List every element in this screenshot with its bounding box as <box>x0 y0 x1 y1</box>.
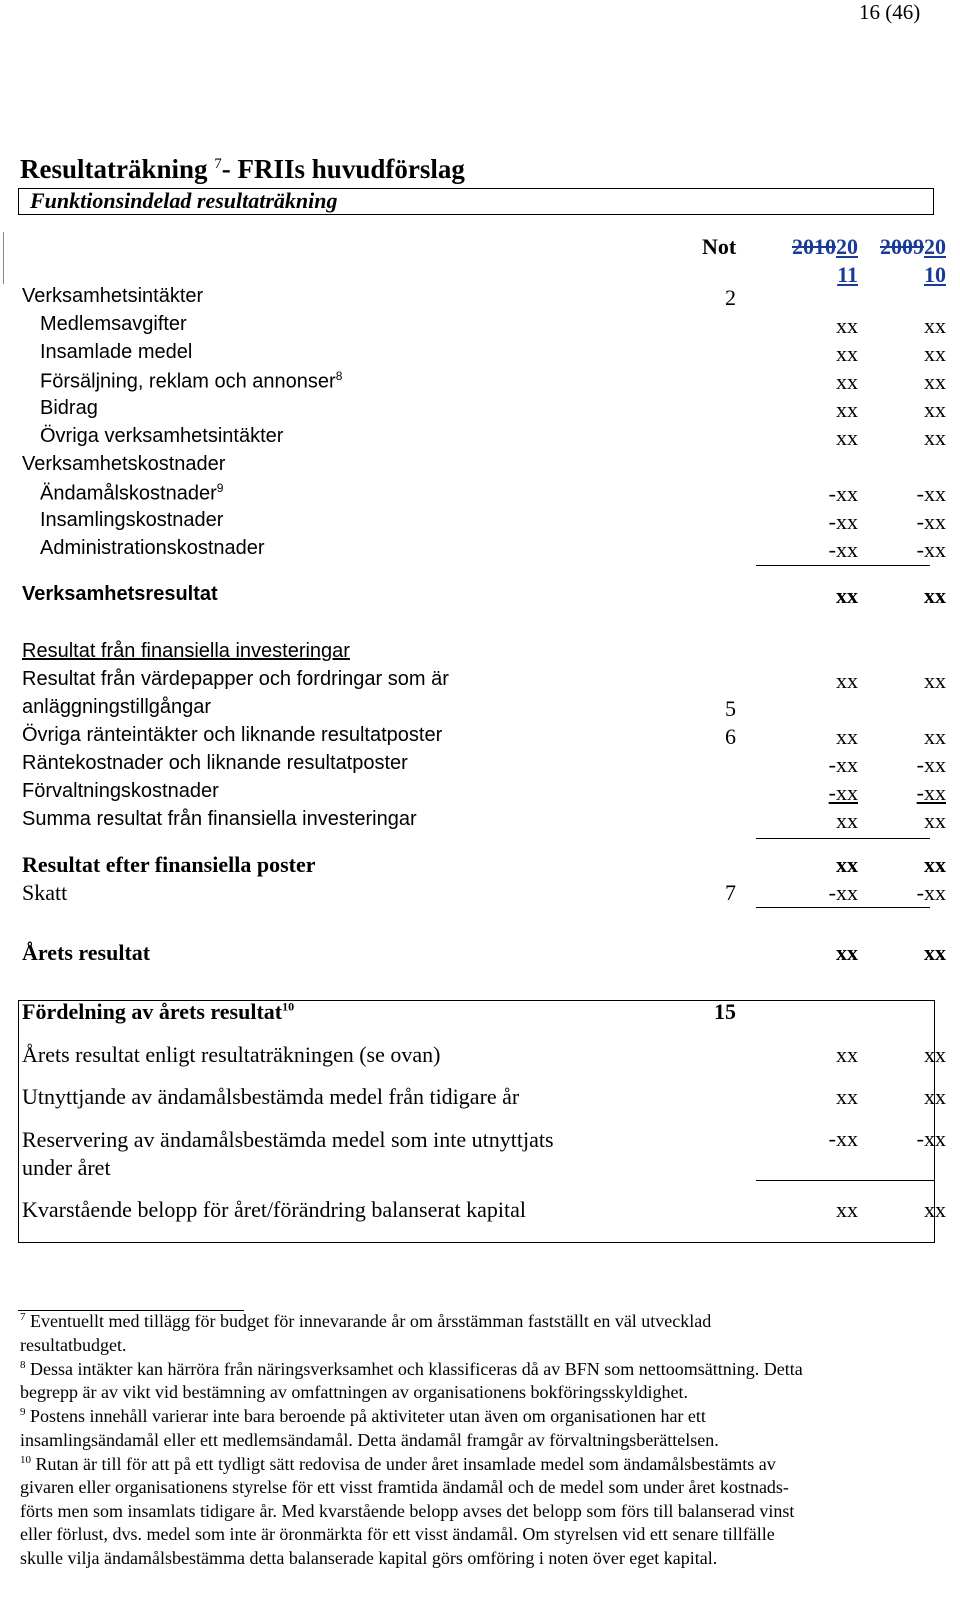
statement-label <box>22 453 225 476</box>
footnote-number: 7 <box>20 1311 26 1323</box>
statement-row <box>0 285 960 313</box>
statement-value-2: xx <box>924 724 946 749</box>
footnote-line: förts men som insamlats tidigare år. Med kvarstående belopp avses det belopp som förs till balanserad vinst <box>20 1500 795 1521</box>
distribution-label-text: Årets resultat enligt resultaträkningen (se ovan) <box>22 1042 441 1067</box>
footnote <box>20 1401 940 1452</box>
statement-value-1: xx <box>836 583 858 608</box>
statement-label <box>22 852 316 878</box>
statement-label <box>22 780 219 803</box>
statement-value-2: xx <box>924 369 946 394</box>
margin-mark <box>3 232 4 284</box>
statement-value-2: xx <box>924 940 946 965</box>
statement-value-1: xx <box>836 425 858 450</box>
distribution-row <box>0 1126 960 1180</box>
statement-note: 6 <box>725 724 736 749</box>
distribution-row <box>0 1197 960 1225</box>
title-prefix: Resultaträkning <box>20 154 215 184</box>
footnote-number: 10 <box>20 1453 31 1466</box>
statement-row <box>0 852 960 880</box>
title-suffix: - FRIIs huvudförslag <box>221 154 465 184</box>
header-year1-new: 20 <box>836 234 858 259</box>
statement-label <box>40 397 98 420</box>
distribution-value-2: xx <box>924 1197 946 1222</box>
statement-value-2: xx <box>924 425 946 450</box>
statement-label-text: Verksamhetskostnader <box>22 453 226 475</box>
statement-value-2: xx <box>924 313 946 338</box>
statement-value-1: -xx <box>828 752 858 777</box>
statement-value-2: xx <box>924 341 946 366</box>
statement-value-2: -xx <box>916 537 946 562</box>
statement-label-text: Medlemsavgifter <box>40 313 187 335</box>
statement-row <box>0 880 960 908</box>
footnote-number: 8 <box>20 1358 26 1371</box>
statement-row <box>0 696 960 724</box>
statement-label-text: Summa resultat från finansiella investeringar <box>22 808 417 830</box>
statement-label-text: Insamlingskostnader <box>40 509 224 531</box>
statement-value-1: xx <box>836 724 858 749</box>
statement-label <box>22 940 150 966</box>
statement-row <box>0 425 960 453</box>
statement-value-1: -xx <box>828 880 858 905</box>
header-year2-old: 2009 <box>880 234 924 259</box>
distribution-value-2: xx <box>924 1084 946 1109</box>
statement-label <box>40 537 265 560</box>
statement-row <box>0 481 960 509</box>
footnote-line: Postens innehåll varierar inte bara beroende på aktiviteter utan även om organisationen har ett <box>25 1406 706 1427</box>
statement-label-text: Ändamålskostnader <box>40 482 217 505</box>
statement-value-2: -xx <box>916 481 946 506</box>
statement-value-2: xx <box>924 852 946 877</box>
statement-row <box>0 509 960 537</box>
statement-label-text: Räntekostnader och liknande resultatposter <box>22 752 408 774</box>
footnote-line: Rutan är till för att på ett tydligt sätt redovisa de under året insamlade medel som ändamålsbestämts av <box>31 1453 776 1474</box>
statement-label-text: Övriga ränteintäkter och liknande resultatposter <box>22 724 443 746</box>
distribution-value-1: -xx <box>828 1126 858 1151</box>
distribution-row <box>0 999 960 1027</box>
footnote-line: Dessa intäkter kan härröra från näringsverksamhet och klassificeras då av BFN som nettoomsättning. Detta <box>25 1358 803 1379</box>
statement-row <box>0 397 960 425</box>
statement-label <box>40 481 223 506</box>
statement-value-1: xx <box>836 668 858 693</box>
statement-value-2: -xx <box>916 752 946 777</box>
subtotal-rule <box>756 565 930 566</box>
distribution-label-text: Fördelning av årets resultat <box>22 999 283 1024</box>
statement-label <box>22 583 218 606</box>
footnote-line: Eventuellt med tillägg för budget för innevarande år om årsstämman fastställt en väl utvecklad <box>25 1311 712 1331</box>
statement-label-text: Resultat från finansiella investeringar <box>22 640 350 662</box>
statement-value-1: -xx <box>828 509 858 534</box>
statement-value-1: xx <box>836 313 858 338</box>
statement-value-2: -xx <box>916 509 946 534</box>
statement-value-1: -xx <box>828 780 858 805</box>
footnote <box>20 1449 940 1571</box>
statement-label-text: Insamlade medel <box>40 341 193 363</box>
footnote-line: insamlingsändamål eller ett medlemsändamål. Detta ändamål framgår av förvaltningsberättelsen. <box>20 1429 719 1450</box>
distribution-row <box>0 1084 960 1112</box>
statement-note: 7 <box>725 880 736 905</box>
statement-value-1: -xx <box>828 537 858 562</box>
subtitle: Funktionsindelad resultaträkning <box>30 188 338 213</box>
footnote-line: givaren eller organisationens styrelse för ett visst framtida ändamål och de medel som under året kostnads- <box>20 1477 789 1498</box>
statement-row <box>0 752 960 780</box>
statement-label <box>22 696 211 719</box>
footnote-line: resultatbudget. <box>20 1334 127 1355</box>
distribution-label <box>22 999 294 1025</box>
distribution-label <box>22 1197 526 1223</box>
distribution-label <box>22 1126 554 1182</box>
statement-value-1: xx <box>836 341 858 366</box>
statement-row <box>0 780 960 808</box>
statement-value-2: -xx <box>916 880 946 905</box>
distribution-label-text: Kvarstående belopp för året/förändring balanserat kapital <box>22 1197 526 1222</box>
statement-value-1: xx <box>836 397 858 422</box>
header-year2-new: 20 <box>924 234 946 259</box>
statement-label <box>22 880 67 906</box>
statement-label <box>22 724 442 747</box>
statement-note: 2 <box>725 285 736 310</box>
statement-label-text: anläggningstillgångar <box>22 696 212 718</box>
title-footnote-ref: 7 <box>214 156 222 172</box>
statement-label <box>22 808 417 831</box>
statement-row <box>0 341 960 369</box>
distribution-value-2: -xx <box>916 1126 946 1151</box>
distribution-row <box>0 1042 960 1070</box>
statement-note: 5 <box>725 696 736 721</box>
statement-label-text: Skatt <box>22 880 68 905</box>
distribution-note: 15 <box>714 999 736 1024</box>
statement-row <box>0 668 960 696</box>
header-not: Not <box>702 234 737 259</box>
statement-label-text: Försäljning, reklam och annonser <box>40 370 336 393</box>
statement-label-text: Verksamhetsintäkter <box>22 285 204 307</box>
statement-value-2: xx <box>924 668 946 693</box>
statement-label <box>40 341 192 364</box>
statement-label <box>22 752 408 775</box>
page-title <box>20 154 465 185</box>
distribution-value-2: xx <box>924 1042 946 1067</box>
statement-label <box>22 640 350 663</box>
distribution-label <box>22 1042 440 1068</box>
distribution-value-1: xx <box>836 1084 858 1109</box>
statement-value-1: xx <box>836 852 858 877</box>
distribution-label <box>22 1084 519 1110</box>
statement-label <box>40 313 187 336</box>
statement-label-text: Verksamhetsresultat <box>22 583 218 605</box>
footnote <box>20 1306 940 1357</box>
statement-value-1: xx <box>836 808 858 833</box>
statement-label-text: Resultat efter finansiella poster <box>22 852 316 877</box>
statement-label-text: Förvaltningskostnader <box>22 780 219 802</box>
subtotal-rule <box>756 838 930 839</box>
statement-row <box>0 940 960 968</box>
distribution-value-1: xx <box>836 1197 858 1222</box>
header-year1-old: 2010 <box>792 234 836 259</box>
header-year1 <box>782 234 858 260</box>
statement-label-text: Bidrag <box>40 397 98 419</box>
statement-row <box>0 640 960 668</box>
distribution-footnote-ref: 10 <box>282 999 295 1014</box>
statement-label-text: Årets resultat <box>22 940 151 965</box>
statement-value-1: xx <box>836 940 858 965</box>
statement-label-text: Administrationskostnader <box>40 537 265 559</box>
statement-row <box>0 313 960 341</box>
footnote-number: 9 <box>20 1406 26 1419</box>
distribution-label-text-2: under året <box>22 1155 111 1180</box>
statement-row <box>0 369 960 397</box>
footnote-line: skulle vilja ändamålsbestämma detta balanserade kapital görs omföring i noten över eget kapital. <box>20 1547 718 1568</box>
statement-footnote-ref: 8 <box>335 369 343 383</box>
distribution-value-1: xx <box>836 1042 858 1067</box>
statement-label <box>40 425 283 448</box>
statement-value-2: xx <box>924 397 946 422</box>
statement-value-2: xx <box>924 808 946 833</box>
distribution-label-text: Utnyttjande av ändamålsbestämda medel från tidigare år <box>22 1084 520 1109</box>
statement-row <box>0 453 960 481</box>
statement-footnote-ref: 9 <box>216 481 224 495</box>
footnote-line: eller förlust, dvs. medel som inte är öronmärkta för ett visst ändamål. Om styrelsen vid ett senare tillfälle <box>20 1524 775 1545</box>
statement-label <box>22 668 449 691</box>
distribution-rule <box>756 1180 934 1181</box>
statement-value-2: -xx <box>916 780 946 805</box>
statement-label <box>40 369 342 394</box>
header-year2 <box>870 234 946 260</box>
statement-row <box>0 724 960 752</box>
statement-row <box>0 808 960 836</box>
header-year2-suffix: 10 <box>924 262 946 287</box>
footnote <box>20 1354 940 1405</box>
statement-label-text: Övriga verksamhetsintäkter <box>40 425 284 447</box>
subtotal-rule <box>756 907 930 908</box>
footnote-line: begrepp är av vikt vid bestämning av omfattningen av organisationens bokföringsskyldighet. <box>20 1382 689 1403</box>
statement-label-text: Resultat från värdepapper och fordringar som är <box>22 668 449 690</box>
statement-label <box>40 509 223 532</box>
header-year1-suffix: 11 <box>837 262 858 287</box>
statement-value-1: -xx <box>828 481 858 506</box>
distribution-label-text: Reservering av ändamålsbestämda medel som inte utnyttjats <box>22 1127 554 1152</box>
statement-row <box>0 583 960 611</box>
statement-value-1: xx <box>836 369 858 394</box>
page-number: 16 (46) <box>859 0 921 24</box>
statement-row <box>0 537 960 565</box>
statement-value-2: xx <box>924 583 946 608</box>
statement-label <box>22 285 203 308</box>
